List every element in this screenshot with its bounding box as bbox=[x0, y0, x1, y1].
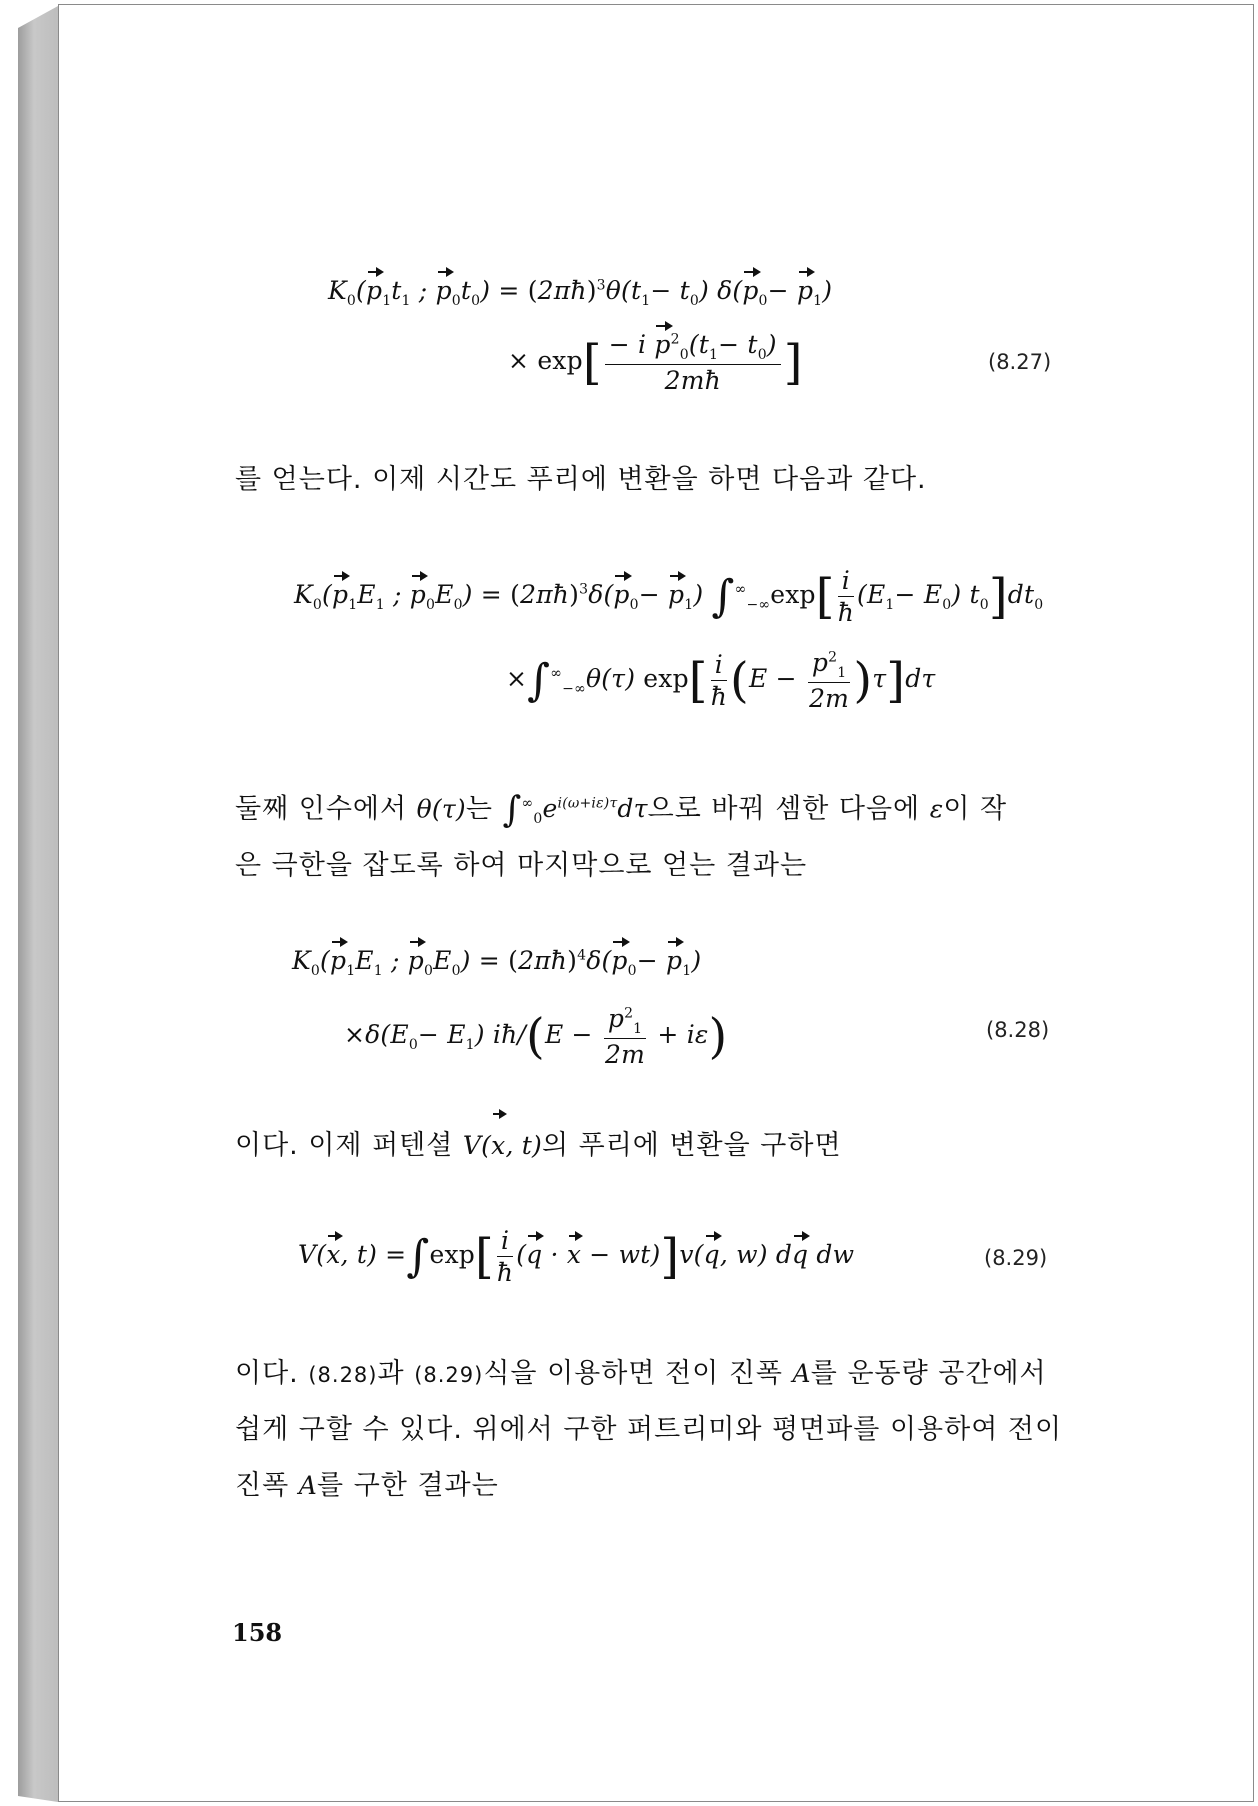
paragraph-text bbox=[235, 1458, 1090, 1514]
equation-number: (8.27) bbox=[988, 350, 1052, 374]
equation-reference: (8.29) bbox=[414, 1363, 484, 1387]
page-number: 158 bbox=[232, 1618, 283, 1647]
paragraph-text: 쉽게 구할 수 있다. 위에서 구한 퍼트리미와 평면파를 이용하여 전이 bbox=[235, 1414, 1063, 1445]
paragraph-text: 은 극한을 잡도록 하여 마지막으로 얻는 결과는 bbox=[235, 850, 808, 881]
paragraph-text bbox=[235, 1118, 1090, 1174]
paragraph-fragment: 를 구한 결과는 bbox=[317, 1470, 499, 1501]
equation-number: (8.29) bbox=[984, 1246, 1048, 1270]
equation-fourier-time-line2: $\times\int^\infty_{-\infty}\theta(\tau)$ exp[ $\frac{i}{ħ}$ (E − $\frac{p^2_1}{2m}$ )τ]dτ bbox=[506, 648, 936, 713]
book-page bbox=[58, 4, 1254, 1802]
inline-math-potential: V(x, t) bbox=[463, 1131, 542, 1160]
paragraph-fragment: 과 bbox=[377, 1358, 405, 1389]
paragraph-fragment: 둘째 인수에서 bbox=[235, 793, 408, 825]
paragraph-fragment: 는 bbox=[465, 793, 493, 825]
equation-8-28-line2: $\times\delta(E_0- E_1)$ iħ/(E − $\frac{p^2_1}{2m}$ + iε) bbox=[344, 1004, 728, 1069]
paragraph-text: 를 얻는다. 이제 시간도 푸리에 변환을 하면 다음과 같다. bbox=[235, 464, 927, 495]
inline-math-epsilon: ε bbox=[929, 794, 944, 824]
equation-fourier-time-line1: $K_0(p_1E_1$ ; $p_0E_0$) = $(2\pi ħ)^3\delta(p_0- p_1)$ $\int^\infty_{-\infty}\exp$[ $\frac{i}{ħ}$ $(E_1- E_0)$ $t_0]dt_0$ bbox=[294, 566, 1044, 627]
equation-8-27-line2: × exp[ $\frac{- i p^2_0(t_1- t_0)}{2mħ}$ ] bbox=[508, 330, 803, 395]
paragraph-text bbox=[235, 1346, 1090, 1403]
book-spine bbox=[18, 6, 58, 1802]
inline-math-theta-tau: θ(τ) bbox=[416, 794, 466, 824]
inline-math-amplitude: A bbox=[792, 1359, 811, 1388]
paragraph-fragment: 의 푸리에 변환을 구하면 bbox=[541, 1130, 842, 1161]
inline-math-integral: $\int^\infty_0e^{i(\omega+i\varepsilon)\tau}d\tau$ bbox=[502, 789, 648, 831]
paragraph-fragment: 이다. 이제 퍼텐셜 bbox=[235, 1130, 454, 1161]
inline-math-amplitude: A bbox=[298, 1471, 318, 1500]
paragraph-fragment: 이 작 bbox=[943, 793, 1008, 825]
paragraph-fragment: 를 운동량 공간에서 bbox=[810, 1358, 1047, 1389]
paragraph-fragment: 진폭 bbox=[235, 1470, 290, 1501]
paragraph-fragment: 으로 바꿔 셈한 다음에 bbox=[647, 793, 921, 825]
equation-8-27-line1: $K_0(p_1t_1$ ; $p_0t_0$) = $(2\pi ħ)^3\theta(t_1- t_0)$ $\delta(p_0- p_1)$ bbox=[328, 276, 833, 309]
equation-8-28-line1: $K_0(p_1E_1$ ; $p_0E_0$) = $(2\pi ħ)^4\delta(p_0- p_1)$ bbox=[292, 946, 702, 979]
equation-number: (8.28) bbox=[986, 1018, 1050, 1042]
equation-8-29: V(x, t) =∫exp[ $\frac{i}{ħ}$ (q · x − wt)]v(q, w) dq dw bbox=[298, 1226, 855, 1287]
equation-reference: (8.28) bbox=[308, 1363, 378, 1387]
paragraph-fragment: 이다. bbox=[235, 1358, 299, 1389]
paragraph-fragment: 식을 이용하면 전이 진폭 bbox=[483, 1358, 783, 1389]
paragraph-text bbox=[235, 776, 1090, 847]
